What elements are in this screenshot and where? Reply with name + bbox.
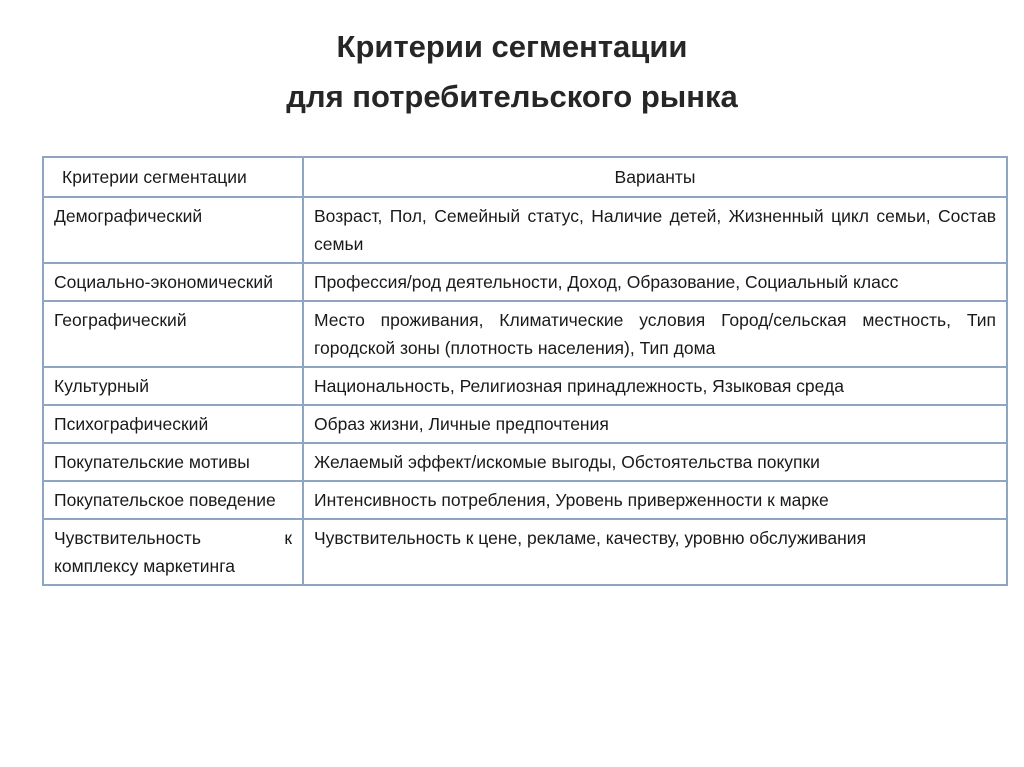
- variants-cell: Образ жизни, Личные предпочтения: [303, 405, 1007, 443]
- criterion-cell: Географический: [43, 301, 303, 367]
- criterion-cell: Социально-экономический: [43, 263, 303, 301]
- criterion-cell: Покупательское поведение: [43, 481, 303, 519]
- variants-cell: Желаемый эффект/искомые выгоды, Обстоятельства покупки: [303, 443, 1007, 481]
- table-row: [43, 519, 1007, 585]
- variants-cell: Профессия/род деятельности, Доход, Образование, Социальный класс: [303, 263, 1007, 301]
- page-title-line-2: для потребительского рынка: [286, 79, 738, 114]
- table-header-row: [43, 157, 1007, 197]
- page-title-line-1: Критерии сегментации: [336, 29, 688, 64]
- table-row: [43, 263, 1007, 301]
- criterion-cell: Демографический: [43, 197, 303, 263]
- criterion-cell: Культурный: [43, 367, 303, 405]
- criterion-cell: Психографический: [43, 405, 303, 443]
- table-row: [43, 367, 1007, 405]
- variants-cell: Чувствительность к цене, рекламе, качеству, уровню обслуживания: [303, 519, 1007, 585]
- variants-cell: Национальность, Религиозная принадлежность, Языковая среда: [303, 367, 1007, 405]
- column-header-variants: Варианты: [303, 157, 1007, 197]
- segmentation-criteria-table: [42, 156, 1008, 586]
- variants-cell: Место проживания, Климатические условия Город/сельская местность, Тип городской зоны (плотность населения), Тип дома: [303, 301, 1007, 367]
- criterion-cell: Покупательские мотивы: [43, 443, 303, 481]
- table-row: [43, 443, 1007, 481]
- criterion-cell: Чувствительность к комплексу маркетинга: [43, 519, 303, 585]
- table-row: [43, 301, 1007, 367]
- variants-cell: Возраст, Пол, Семейный статус, Наличие детей, Жизненный цикл семьи, Состав семьи: [303, 197, 1007, 263]
- table-row: [43, 197, 1007, 263]
- column-header-criteria: Критерии сегментации: [43, 157, 303, 197]
- variants-cell: Интенсивность потребления, Уровень приверженности к марке: [303, 481, 1007, 519]
- table-row: [43, 481, 1007, 519]
- table-row: [43, 405, 1007, 443]
- page-title: [0, 22, 1024, 122]
